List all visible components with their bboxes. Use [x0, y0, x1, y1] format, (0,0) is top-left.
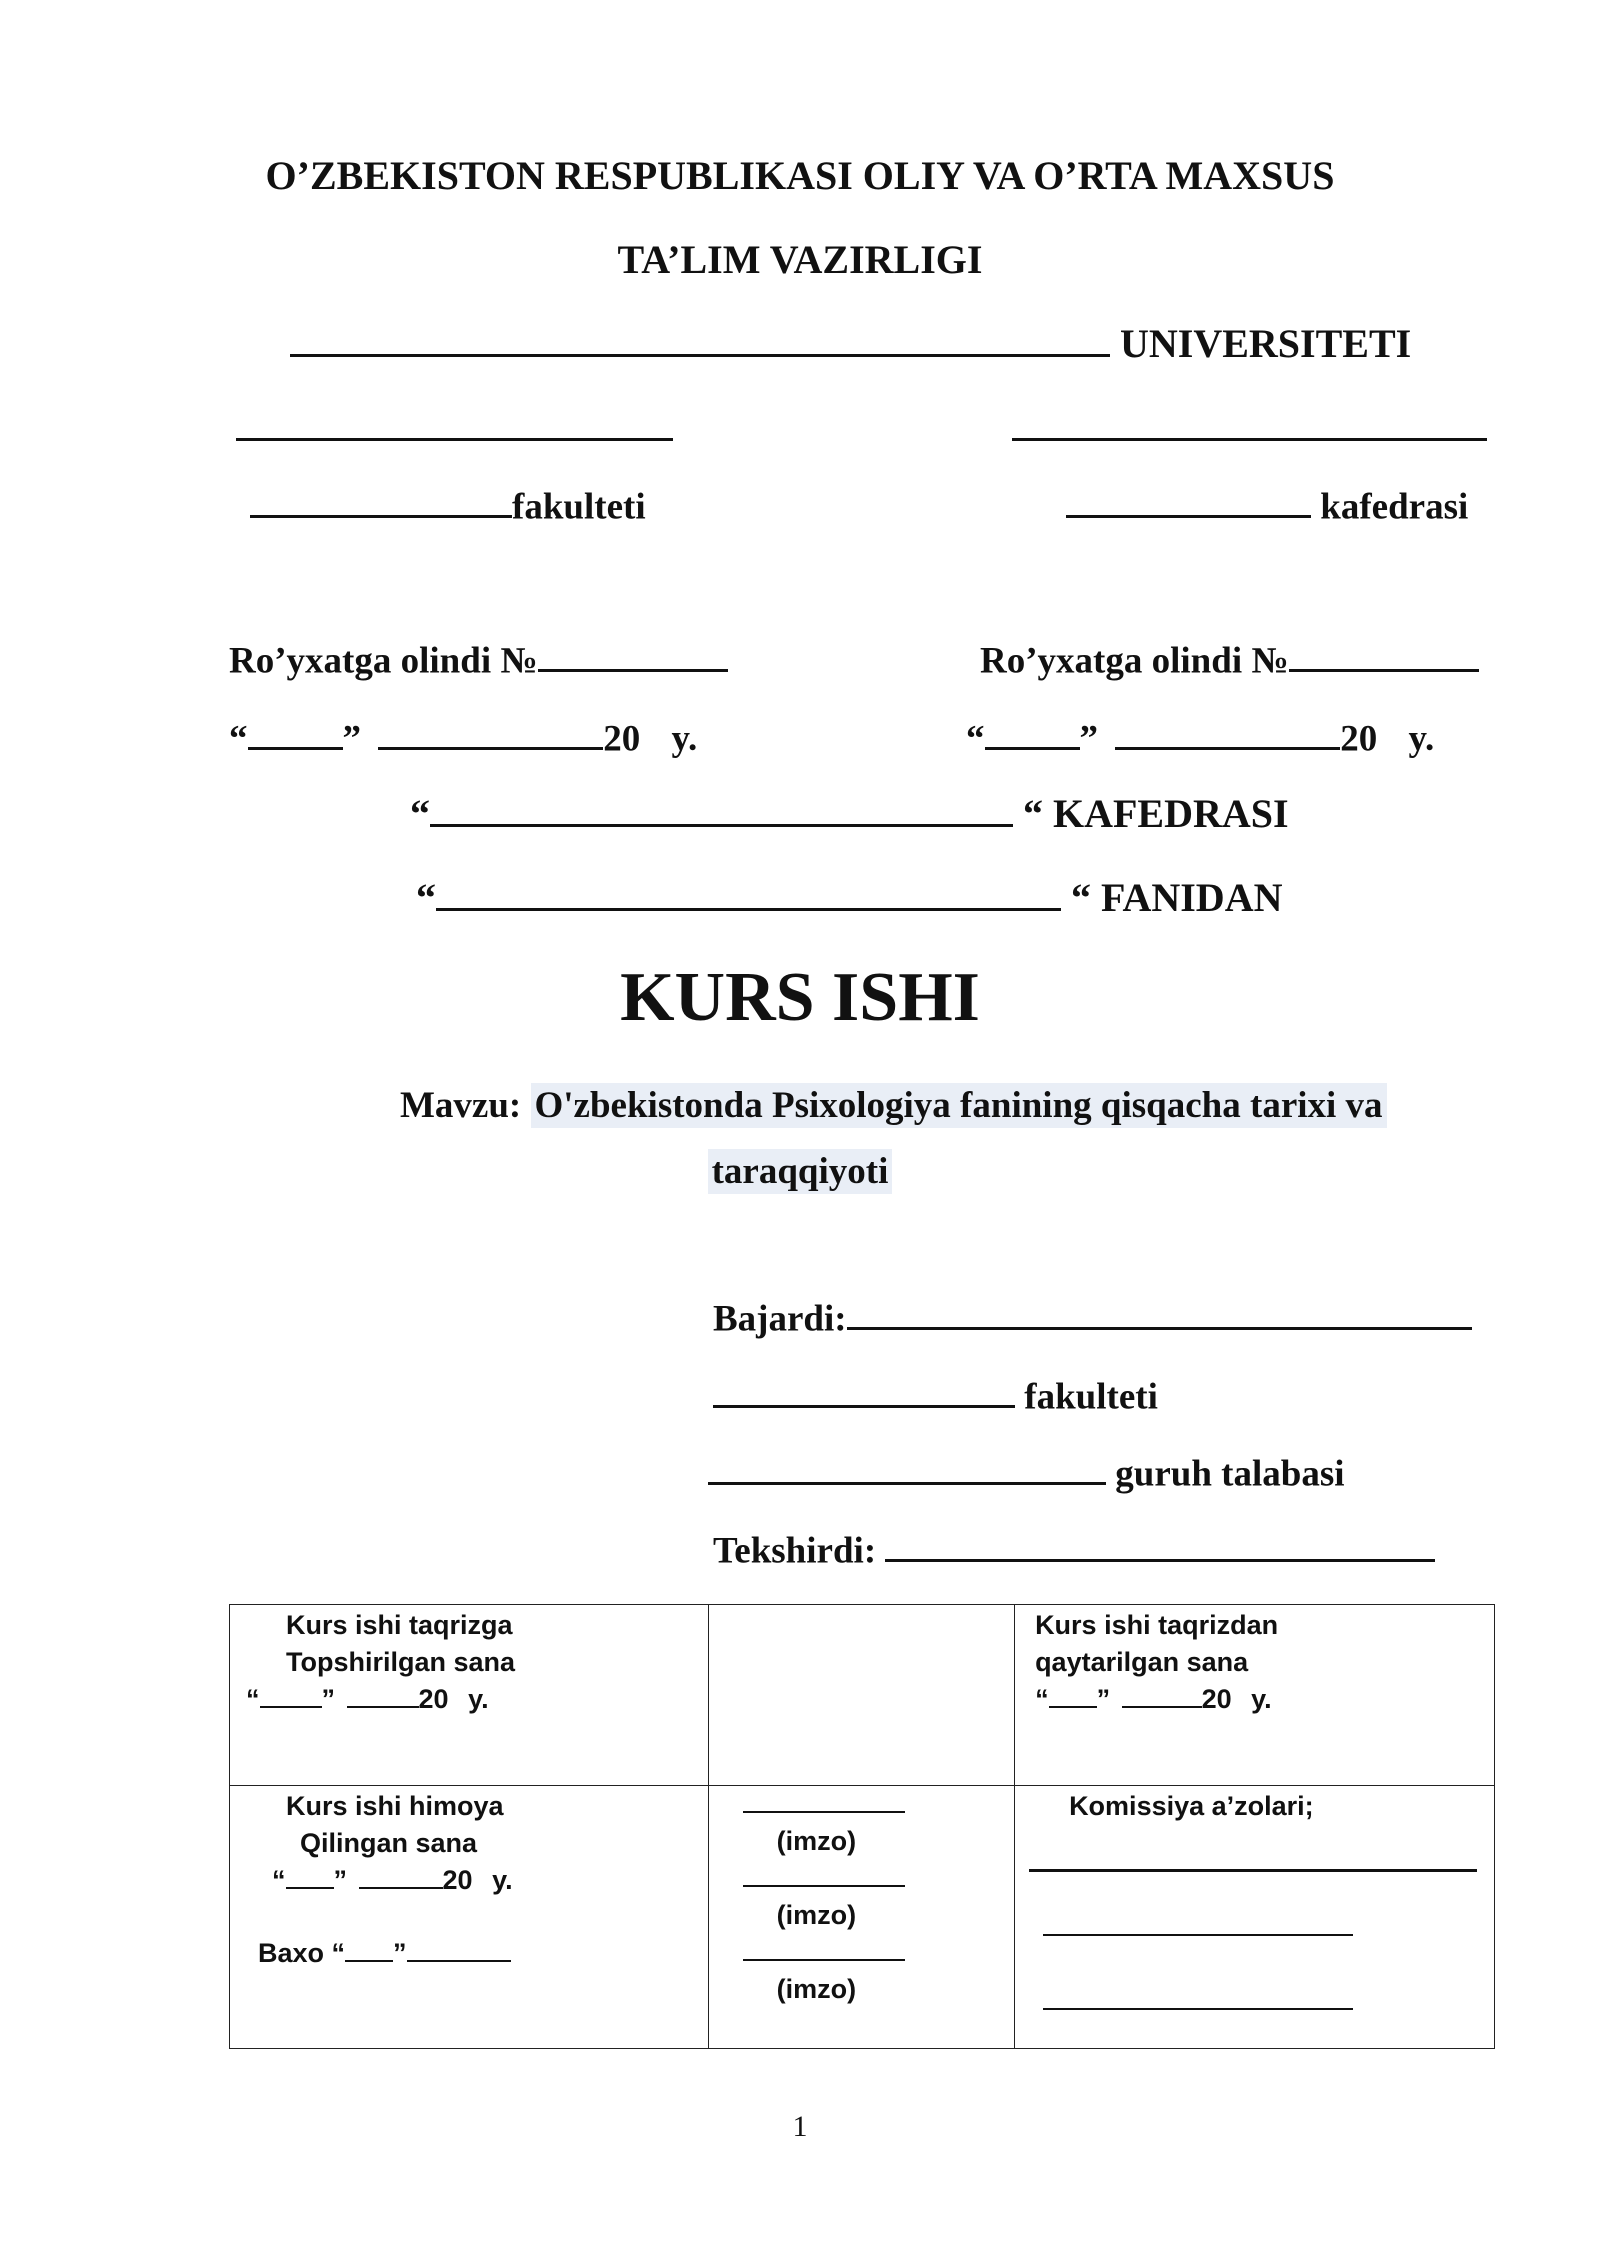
year-suffix: y. — [492, 1865, 513, 1895]
date-open-quote: “ — [966, 718, 985, 760]
registration-left-date — [229, 716, 697, 760]
month-blank — [1115, 716, 1340, 750]
university-blank — [290, 320, 1110, 357]
topic-label: Mavzu: — [400, 1085, 522, 1126]
grade-blank — [345, 1937, 393, 1962]
returned-label-1: Kurs ishi taqrizdan — [1035, 1610, 1279, 1640]
kafedrasi-label: “ KAFEDRASI — [1023, 791, 1289, 836]
commission-label: Komissiya a’zolari; — [1069, 1791, 1314, 1821]
department-label: kafedrasi — [1320, 486, 1469, 528]
registration-left — [229, 638, 728, 682]
month-blank — [1122, 1683, 1202, 1708]
returned-label-2: qaytarilgan sana — [1035, 1647, 1249, 1677]
signature-caption: (imzo) — [776, 1900, 857, 1930]
faculty-top-blank — [236, 438, 673, 441]
signature-blank — [743, 1862, 905, 1887]
bajardi-label: Bajardi: — [713, 1298, 847, 1340]
year-prefix: 20 — [442, 1865, 473, 1895]
date-close-quote: ” — [321, 1684, 335, 1714]
month-blank — [359, 1864, 443, 1889]
grade-label: Baxo “ — [258, 1938, 346, 1968]
document-title: KURS ISHI — [620, 959, 980, 1036]
date-close-quote: ” — [333, 1865, 347, 1895]
month-blank — [378, 716, 603, 750]
year-prefix: 20 — [418, 1684, 449, 1714]
table-cell — [1015, 1786, 1495, 2049]
submitted-label-1: Kurs ishi taqrizga — [286, 1610, 513, 1640]
university-label: UNIVERSITETI — [1120, 321, 1412, 366]
fanidan-blank — [436, 874, 1061, 911]
date-open-quote: “ — [246, 1684, 260, 1714]
signature-caption: (imzo) — [776, 1826, 857, 1856]
table-row — [230, 1605, 1495, 1786]
fanidan-line — [416, 874, 1282, 921]
commission-blank-1 — [1029, 1825, 1477, 1872]
group-blank — [708, 1451, 1106, 1485]
defense-date — [272, 1862, 708, 1899]
registration-right — [980, 638, 1479, 682]
submitted-label-2: Topshirilgan sana — [286, 1647, 516, 1677]
review-table — [229, 1604, 1495, 2049]
university-line — [290, 320, 1411, 367]
day-blank — [260, 1683, 322, 1708]
month-blank — [347, 1683, 419, 1708]
signature-caption: (imzo) — [776, 1974, 857, 2004]
kafedrasi-blank — [430, 790, 1013, 827]
kafedrasi-line — [410, 790, 1289, 837]
group-label: guruh talabasi — [1115, 1453, 1345, 1495]
table-cell — [1015, 1605, 1495, 1786]
table-cell — [230, 1786, 709, 2049]
year-prefix: 20 — [1340, 718, 1378, 760]
kafedrasi-open-quote: “ — [410, 791, 430, 836]
submitted-date — [246, 1681, 708, 1718]
ministry-line-1: O’ZBEKISTON RESPUBLIKASI OLIY VA O’RTA MAXSUS — [265, 153, 1335, 198]
grade-close-quote: ” — [393, 1938, 407, 1968]
tekshirdi-blank — [885, 1528, 1435, 1562]
date-open-quote: “ — [272, 1865, 286, 1895]
grade-word-blank — [407, 1937, 511, 1962]
department-top-blank — [1012, 438, 1487, 441]
table-row — [230, 1786, 1495, 2049]
date-open-quote: “ — [229, 718, 248, 760]
table-cell — [708, 1605, 1014, 1786]
day-blank — [286, 1864, 334, 1889]
defense-label-1: Kurs ishi himoya — [286, 1791, 504, 1821]
registration-right-blank — [1289, 638, 1479, 672]
registration-left-label: Ro’yxatga olindi № — [229, 640, 538, 682]
tekshirdi-line — [713, 1528, 1435, 1572]
commission-blank-2 — [1043, 1872, 1353, 1936]
bajardi-line — [713, 1296, 1472, 1340]
signature-blank — [743, 1936, 905, 1961]
performer-faculty-line — [713, 1374, 1158, 1418]
day-blank — [985, 716, 1080, 750]
topic-text-1: O'zbekistonda Psixologiya fanining qisqacha tarixi va — [531, 1083, 1387, 1128]
tekshirdi-label: Tekshirdi: — [713, 1530, 877, 1572]
department-blank — [1066, 484, 1311, 518]
registration-right-label: Ro’yxatga olindi № — [980, 640, 1289, 682]
date-close-quote: ” — [342, 718, 361, 760]
table-cell — [230, 1605, 709, 1786]
registration-right-date — [966, 716, 1434, 760]
year-suffix: y. — [1408, 718, 1435, 760]
bajardi-blank — [847, 1296, 1472, 1330]
date-close-quote: ” — [1096, 1684, 1111, 1714]
performer-faculty-label: fakulteti — [1024, 1376, 1158, 1418]
grade-line — [258, 1935, 708, 1972]
day-blank — [1049, 1683, 1097, 1708]
date-close-quote: ” — [1079, 718, 1098, 760]
ministry-line-2: TA’LIM VAZIRLIGI — [617, 237, 983, 282]
year-suffix: y. — [468, 1684, 489, 1714]
faculty-label: fakulteti — [512, 486, 646, 528]
group-line — [708, 1451, 1345, 1495]
year-suffix: y. — [1251, 1684, 1272, 1714]
faculty-line — [250, 484, 646, 528]
signature-blank — [743, 1788, 905, 1813]
department-line — [1066, 484, 1468, 528]
date-open-quote: “ — [1035, 1684, 1049, 1714]
year-suffix: y. — [671, 718, 698, 760]
topic-line-1 — [400, 1084, 1387, 1127]
returned-date — [1035, 1681, 1494, 1718]
page-number: 1 — [792, 2110, 808, 2143]
year-prefix: 20 — [603, 718, 641, 760]
fanidan-open-quote: “ — [416, 875, 436, 920]
fanidan-label: “ FANIDAN — [1071, 875, 1283, 920]
defense-label-2: Qilingan sana — [300, 1828, 478, 1858]
commission-blank-3 — [1043, 1936, 1353, 2010]
faculty-blank — [250, 484, 512, 518]
table-cell — [708, 1786, 1014, 2049]
registration-left-blank — [538, 638, 728, 672]
day-blank — [248, 716, 343, 750]
year-prefix: 20 — [1201, 1684, 1232, 1714]
topic-text-2: taraqqiyoti — [708, 1149, 893, 1194]
performer-faculty-blank — [713, 1374, 1015, 1408]
topic-line-2 — [0, 1150, 1600, 1193]
